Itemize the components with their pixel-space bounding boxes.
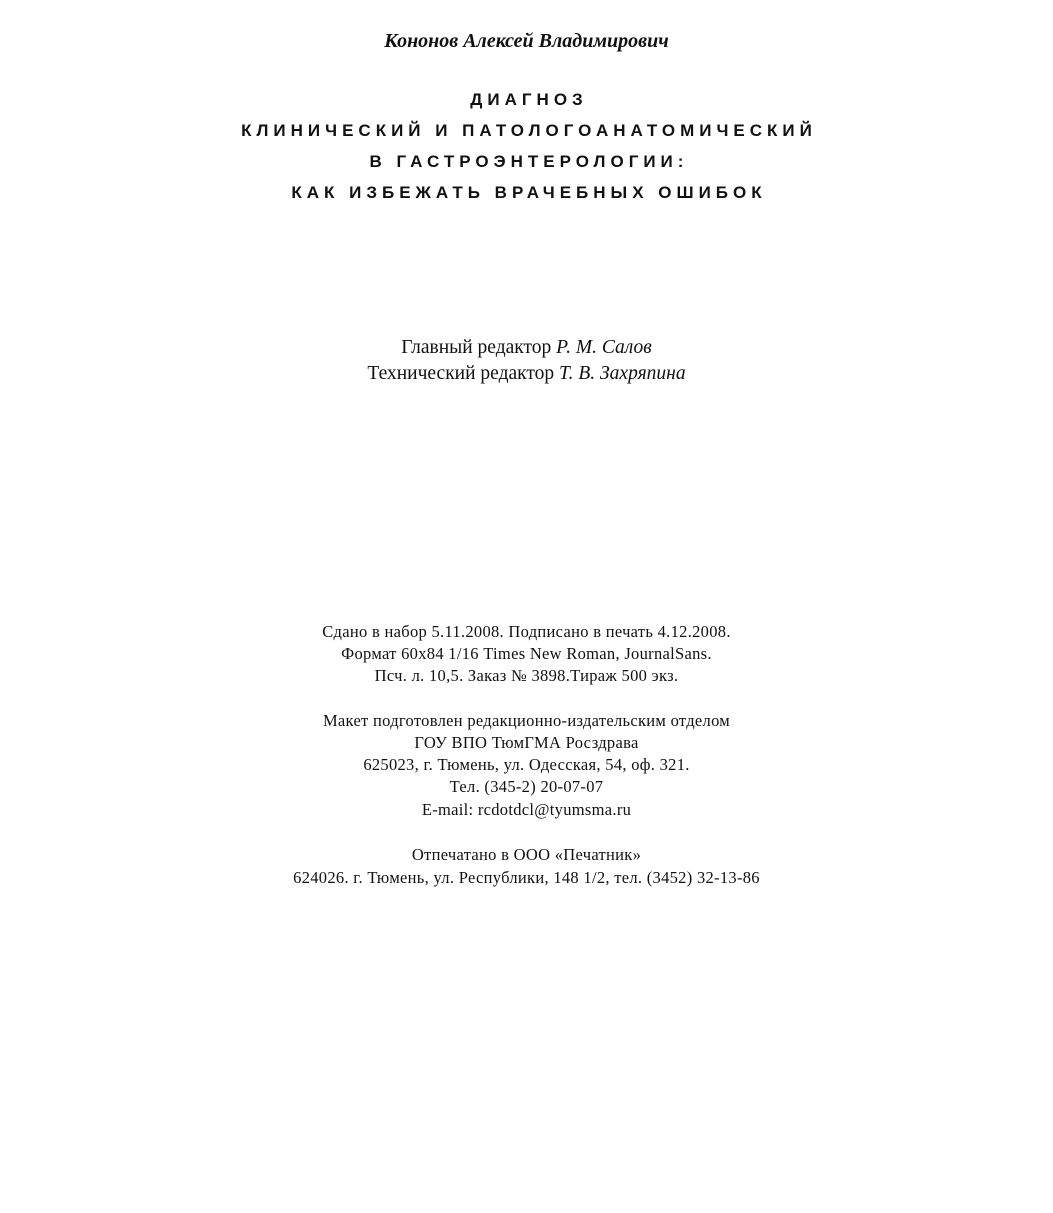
imprint-format: Формат 60х84 1/16 Times New Roman, JournalSans.: [341, 644, 712, 663]
imprint-address: 625023, г. Тюмень, ул. Одесская, 54, оф. 321.: [363, 755, 690, 774]
imprint-order: Псч. л. 10,5. Заказ № 3898.Тираж 500 экз.: [374, 666, 679, 685]
chief-editor-label: Главный редактор: [401, 337, 552, 358]
technical-editor-label: Технический редактор: [367, 363, 555, 384]
imprint-email: E-mail: rcdotdcl@tyumsma.ru: [421, 800, 632, 819]
imprint-phone: Тел. (345-2) 20-07-07: [449, 777, 604, 796]
chief-editor-name: Р. М. Салов: [556, 337, 652, 358]
imprint-institution: ГОУ ВПО ТюмГМА Росздрава: [414, 733, 639, 752]
author-name: Кононов Алексей Владимирович: [384, 30, 669, 52]
imprint-layout-dept: Макет подготовлен редакционно-издательским отделом: [322, 711, 731, 730]
imprint-printer: Отпечатано в ООО «Печатник»: [411, 845, 642, 864]
title-line-1: ДИАГНОЗ: [470, 90, 588, 109]
title-line-3: В ГАСТРОЭНТЕРОЛОГИИ:: [369, 152, 689, 171]
imprint-print-dates: Сдано в набор 5.11.2008. Подписано в печать 4.12.2008.: [322, 622, 731, 641]
imprint-printer-address: 624026. г. Тюмень, ул. Республики, 148 1/2, тел. (3452) 32-13-86: [293, 868, 760, 887]
technical-editor: [0, 363, 1053, 385]
technical-editor-name: Т. В. Захряпина: [559, 363, 686, 384]
title-line-2: КЛИНИЧЕСКИЙ И ПАТОЛОГОАНАТОМИЧЕСКИЙ: [241, 121, 817, 140]
chief-editor: [0, 337, 1053, 359]
title-line-4: КАК ИЗБЕЖАТЬ ВРАЧЕБНЫХ ОШИБОК: [291, 183, 767, 202]
